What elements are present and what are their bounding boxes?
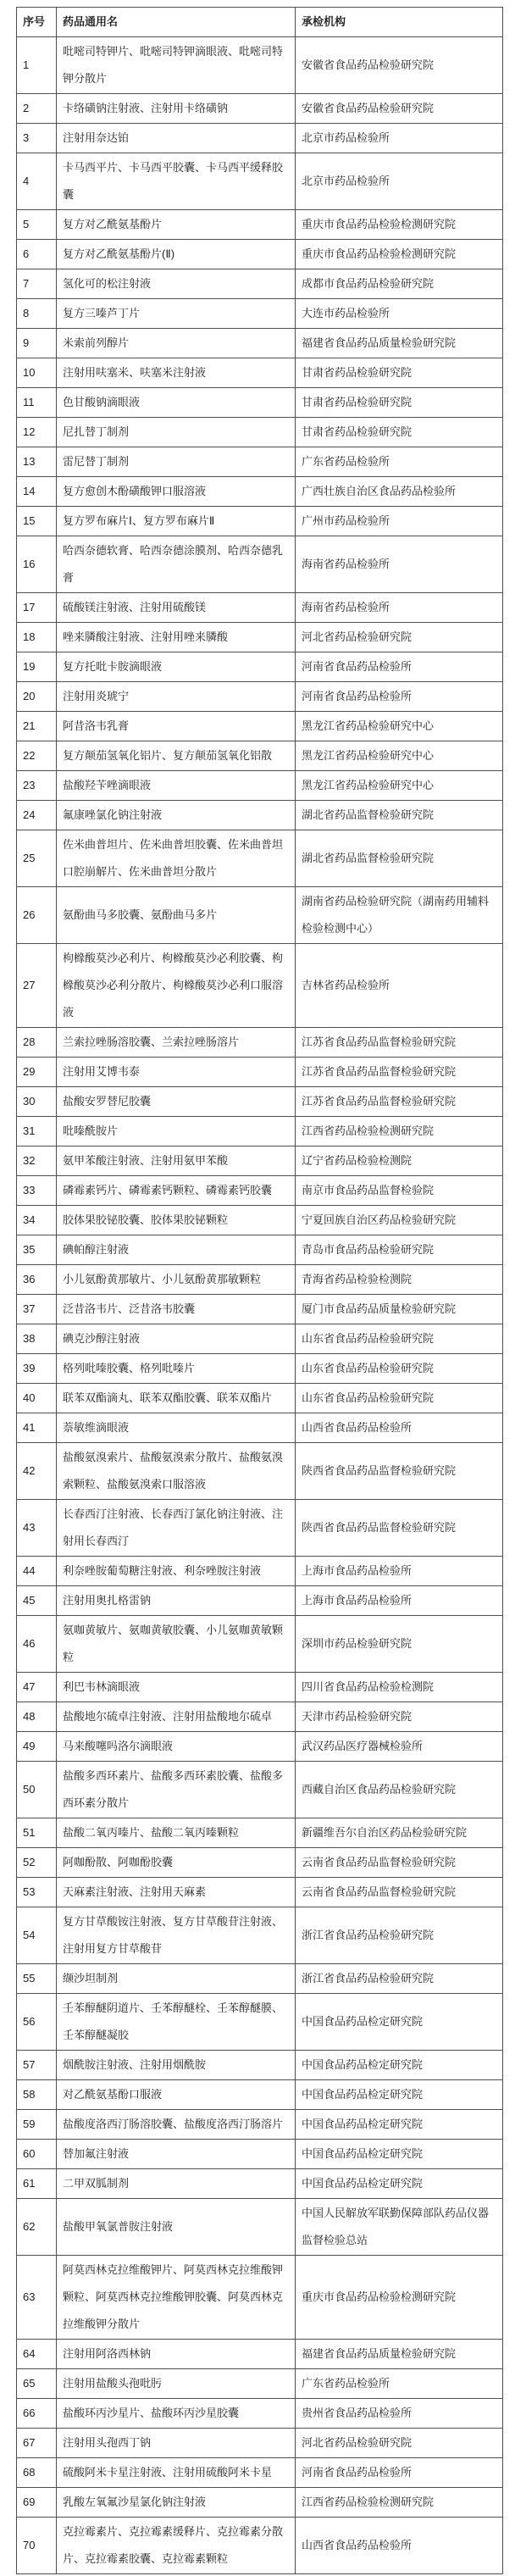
row-index-cell: 58 xyxy=(17,2080,57,2110)
institution-cell: 中国食品药品检定研究院 xyxy=(296,1994,503,2051)
drug-name-cell: 注射用炎琥宁 xyxy=(57,682,296,712)
table-row xyxy=(17,2369,503,2399)
institution-cell: 武汉药品医疗器械检验所 xyxy=(296,1732,503,1762)
table-row xyxy=(17,2051,503,2080)
institution-cell: 黑龙江省药品检验研究中心 xyxy=(296,712,503,741)
drug-name-cell: 泛昔洛韦片、泛昔洛韦胶囊 xyxy=(57,1295,296,1324)
institution-cell: 黑龙江省药品检验研究中心 xyxy=(296,741,503,771)
drug-name-cell: 卡马西平片、卡马西平胶囊、卡马西平缓释胶囊 xyxy=(57,153,296,210)
institution-cell: 甘肃省药品检验研究院 xyxy=(296,358,503,388)
drug-name-cell: 复方对乙酰氨基酚片(Ⅱ) xyxy=(57,240,296,269)
table-row xyxy=(17,210,503,240)
institution-cell: 甘肃省药品检验研究院 xyxy=(296,388,503,418)
drug-name-cell: 复方甘草酸铵注射液、复方甘草酸苷注射液、注射用复方甘草酸苷 xyxy=(57,1907,296,1964)
institution-cell: 云南省食品药品监督检验研究院 xyxy=(296,1848,503,1878)
institution-cell: 中国食品药品检定研究院 xyxy=(296,2169,503,2199)
institution-cell: 贵州省食品药品检验所 xyxy=(296,2399,503,2429)
institution-cell: 江西省药品检验检测研究院 xyxy=(296,1117,503,1146)
institution-cell: 上海市食品药品检验所 xyxy=(296,1557,503,1586)
row-index-cell: 13 xyxy=(17,447,57,477)
row-index-cell: 25 xyxy=(17,830,57,887)
table-row xyxy=(17,1500,503,1557)
institution-cell: 西藏自治区食品药品检验研究院 xyxy=(296,1762,503,1818)
institution-cell: 上海市食品药品检验所 xyxy=(296,1586,503,1616)
drug-name-cell: 哈西奈德软膏、哈西奈德涂膜剂、哈西奈德乳膏 xyxy=(57,536,296,593)
table-row xyxy=(17,2399,503,2429)
institution-cell: 中国食品药品检定研究院 xyxy=(296,2051,503,2080)
row-index-cell: 12 xyxy=(17,418,57,447)
drug-name-cell: 萘敏维滴眼液 xyxy=(57,1413,296,1443)
row-index-cell: 8 xyxy=(17,299,57,329)
row-index-cell: 42 xyxy=(17,1443,57,1500)
row-index-cell: 65 xyxy=(17,2369,57,2399)
drug-name-cell: 盐酸环丙沙星片、盐酸环丙沙星胶囊 xyxy=(57,2399,296,2429)
drug-name-cell: 复方三嗪芦丁片 xyxy=(57,299,296,329)
row-index-cell: 5 xyxy=(17,210,57,240)
row-index-cell: 47 xyxy=(17,1673,57,1702)
institution-cell: 广东省药品检验所 xyxy=(296,447,503,477)
institution-cell: 河北省药品检验研究院 xyxy=(296,623,503,652)
institution-cell: 青岛市食品药品检验研究院 xyxy=(296,1235,503,1265)
drug-name-cell: 小儿氨酚黄那敏片、小儿氨酚黄那敏颗粒 xyxy=(57,1265,296,1295)
row-index-cell: 35 xyxy=(17,1235,57,1265)
table-row xyxy=(17,536,503,593)
table-row xyxy=(17,2140,503,2169)
drug-name-cell: 卡络磺钠注射液、注射用卡络磺钠 xyxy=(57,94,296,124)
row-index-cell: 21 xyxy=(17,712,57,741)
table-row xyxy=(17,1586,503,1616)
drug-name-cell: 盐酸二氧丙嗪片、盐酸二氧丙嗪颗粒 xyxy=(57,1818,296,1848)
drug-name-cell: 壬苯醇醚阴道片、壬苯醇醚栓、壬苯醇醚膜、壬苯醇醚凝胶 xyxy=(57,1994,296,2051)
table-row xyxy=(17,801,503,830)
table-row xyxy=(17,329,503,358)
drug-name-cell: 佐米曲普坦片、佐米曲普坦胶囊、佐米曲普坦口腔崩解片、佐米曲普坦分散片 xyxy=(57,830,296,887)
table-row xyxy=(17,418,503,447)
row-index-cell: 39 xyxy=(17,1354,57,1384)
row-index-cell: 1 xyxy=(17,37,57,94)
table-row xyxy=(17,2256,503,2340)
row-index-cell: 31 xyxy=(17,1117,57,1146)
row-index-cell: 49 xyxy=(17,1732,57,1762)
table-row xyxy=(17,1354,503,1384)
institution-cell: 中国食品药品检定研究院 xyxy=(296,2110,503,2140)
drug-name-cell: 复方颠茄氢氧化铝片、复方颠茄氢氧化铝散 xyxy=(57,741,296,771)
drug-name-cell: 兰索拉唑肠溶胶囊、兰索拉唑肠溶片 xyxy=(57,1028,296,1058)
row-index-cell: 38 xyxy=(17,1324,57,1354)
col-header-index: 序号 xyxy=(17,8,57,37)
row-index-cell: 10 xyxy=(17,358,57,388)
row-index-cell: 29 xyxy=(17,1058,57,1087)
drug-name-cell: 盐酸地尔硫卓注射液、注射用盐酸地尔硫卓 xyxy=(57,1702,296,1732)
table-row xyxy=(17,1295,503,1324)
institution-cell: 吉林省药品检验所 xyxy=(296,944,503,1028)
drug-name-cell: 注射用艾博韦泰 xyxy=(57,1058,296,1087)
drug-name-cell: 硫酸阿米卡星注射液、注射用硫酸阿米卡星 xyxy=(57,2458,296,2488)
table-row xyxy=(17,1176,503,1206)
table-row xyxy=(17,1206,503,1235)
drug-name-cell: 氢化可的松注射液 xyxy=(57,269,296,299)
drug-name-cell: 阿昔洛韦乳膏 xyxy=(57,712,296,741)
table-row xyxy=(17,507,503,536)
institution-cell: 中国人民解放军联勤保障部队药品仪器监督检验总站 xyxy=(296,2199,503,2256)
row-index-cell: 54 xyxy=(17,1907,57,1964)
table-row xyxy=(17,2080,503,2110)
drug-name-cell: 氟康唑氯化钠注射液 xyxy=(57,801,296,830)
institution-cell: 黑龙江省药品检验研究中心 xyxy=(296,771,503,801)
drug-name-cell: 吡嘧司特钾片、吡嘧司特钾滴眼液、吡嘧司特钾分散片 xyxy=(57,37,296,94)
institution-cell: 安徽省食品药品检验研究院 xyxy=(296,94,503,124)
drug-name-cell: 注射用奥扎格雷钠 xyxy=(57,1586,296,1616)
institution-cell: 中国食品药品检定研究院 xyxy=(296,2140,503,2169)
table-row xyxy=(17,2518,503,2574)
row-index-cell: 14 xyxy=(17,477,57,507)
table-row xyxy=(17,1146,503,1176)
row-index-cell: 64 xyxy=(17,2340,57,2369)
institution-cell: 成都市食品药品检验研究院 xyxy=(296,269,503,299)
drug-name-cell: 复方罗布麻片Ⅰ、复方罗布麻片Ⅱ xyxy=(57,507,296,536)
institution-cell: 浙江省食品药品检验研究院 xyxy=(296,1964,503,1994)
institution-cell: 福建省食品药品质量检验研究院 xyxy=(296,329,503,358)
table-row xyxy=(17,2199,503,2256)
row-index-cell: 18 xyxy=(17,623,57,652)
drug-name-cell: 盐酸度洛西汀肠溶胶囊、盐酸度洛西汀肠溶片 xyxy=(57,2110,296,2140)
row-index-cell: 19 xyxy=(17,652,57,682)
institution-cell: 山东省食品药品检验研究院 xyxy=(296,1384,503,1413)
drug-name-cell: 注射用呋塞米、呋塞米注射液 xyxy=(57,358,296,388)
row-index-cell: 63 xyxy=(17,2256,57,2340)
institution-cell: 广东省药品检验所 xyxy=(296,2369,503,2399)
drug-name-cell: 乳酸左氧氟沙星氯化钠注射液 xyxy=(57,2488,296,2518)
institution-cell: 辽宁省药品检验检测院 xyxy=(296,1146,503,1176)
institution-cell: 福建省食品药品质量检验研究院 xyxy=(296,2340,503,2369)
drug-name-cell: 对乙酰氨基酚口服液 xyxy=(57,2080,296,2110)
drug-name-cell: 复方对乙酰氨基酚片 xyxy=(57,210,296,240)
drug-name-cell: 注射用盐酸头孢吡肟 xyxy=(57,2369,296,2399)
drug-name-cell: 利巴韦林滴眼液 xyxy=(57,1673,296,1702)
row-index-cell: 23 xyxy=(17,771,57,801)
drug-name-cell: 盐酸氨溴索片、盐酸氨溴索分散片、盐酸氨溴索颗粒、盐酸氨溴索口服溶液 xyxy=(57,1443,296,1500)
row-index-cell: 4 xyxy=(17,153,57,210)
institution-cell: 甘肃省药品检验研究院 xyxy=(296,418,503,447)
drug-name-cell: 注射用奈达铂 xyxy=(57,124,296,153)
drug-name-cell: 米索前列醇片 xyxy=(57,329,296,358)
drug-name-cell: 雷尼替丁制剂 xyxy=(57,447,296,477)
row-index-cell: 34 xyxy=(17,1206,57,1235)
drug-name-cell: 磷霉素钙片、磷霉素钙颗粒、磷霉素钙胶囊 xyxy=(57,1176,296,1206)
table-row xyxy=(17,269,503,299)
institution-cell: 深圳市药品检验研究院 xyxy=(296,1616,503,1673)
table-row xyxy=(17,1413,503,1443)
table-row xyxy=(17,240,503,269)
table-row xyxy=(17,2169,503,2199)
drug-name-cell: 格列吡嗪胶囊、格列吡嗪片 xyxy=(57,1354,296,1384)
table-row xyxy=(17,944,503,1028)
drug-name-cell: 盐酸多西环素片、盐酸多西环素胶囊、盐酸多西环素分散片 xyxy=(57,1762,296,1818)
row-index-cell: 40 xyxy=(17,1384,57,1413)
table-row xyxy=(17,2340,503,2369)
institution-cell: 厦门市食品药品质量检验研究院 xyxy=(296,1295,503,1324)
table-row xyxy=(17,1964,503,1994)
institution-cell: 北京市药品检验所 xyxy=(296,124,503,153)
institution-cell: 天津市药品检验研究院 xyxy=(296,1702,503,1732)
row-index-cell: 70 xyxy=(17,2518,57,2574)
drug-name-cell: 盐酸甲氧氯普胺注射液 xyxy=(57,2199,296,2256)
row-index-cell: 32 xyxy=(17,1146,57,1176)
row-index-cell: 2 xyxy=(17,94,57,124)
table-row xyxy=(17,1907,503,1964)
row-index-cell: 52 xyxy=(17,1848,57,1878)
row-index-cell: 11 xyxy=(17,388,57,418)
institution-cell: 河南省食品药品检验所 xyxy=(296,682,503,712)
table-row xyxy=(17,623,503,652)
drug-name-cell: 碘克沙醇注射液 xyxy=(57,1324,296,1354)
institution-cell: 北京市药品检验所 xyxy=(296,153,503,210)
table-row xyxy=(17,388,503,418)
table-row xyxy=(17,1702,503,1732)
row-index-cell: 51 xyxy=(17,1818,57,1848)
table-row xyxy=(17,1117,503,1146)
row-index-cell: 17 xyxy=(17,593,57,623)
row-index-cell: 9 xyxy=(17,329,57,358)
row-index-cell: 15 xyxy=(17,507,57,536)
row-index-cell: 61 xyxy=(17,2169,57,2199)
table-row xyxy=(17,358,503,388)
table-row xyxy=(17,2110,503,2140)
drug-name-cell: 克拉霉素片、克拉霉素缓释片、克拉霉素分散片、克拉霉素胶囊、克拉霉素颗粒 xyxy=(57,2518,296,2574)
drug-name-cell: 氨甲苯酸注射液、注射用氨甲苯酸 xyxy=(57,1146,296,1176)
institution-cell: 河北省药品检验研究院 xyxy=(296,2429,503,2458)
table-row xyxy=(17,741,503,771)
row-index-cell: 69 xyxy=(17,2488,57,2518)
drug-name-cell: 马来酸噻吗洛尔滴眼液 xyxy=(57,1732,296,1762)
row-index-cell: 67 xyxy=(17,2429,57,2458)
row-index-cell: 55 xyxy=(17,1964,57,1994)
institution-cell: 陕西省食品药品监督检验研究院 xyxy=(296,1500,503,1557)
row-index-cell: 50 xyxy=(17,1762,57,1818)
institution-cell: 江苏省食品药品监督检验研究院 xyxy=(296,1028,503,1058)
drug-name-cell: 盐酸羟苄唑滴眼液 xyxy=(57,771,296,801)
drug-name-cell: 二甲双胍制剂 xyxy=(57,2169,296,2199)
institution-cell: 安徽省食品药品检验研究院 xyxy=(296,37,503,94)
table-row xyxy=(17,1762,503,1818)
institution-cell: 海南省药品检验所 xyxy=(296,593,503,623)
institution-cell: 广州市药品检验所 xyxy=(296,507,503,536)
drug-name-cell: 胶体果胶铋胶囊、胶体果胶铋颗粒 xyxy=(57,1206,296,1235)
institution-cell: 湖北省药品监督检验研究院 xyxy=(296,830,503,887)
drug-name-cell: 长春西汀注射液、长春西汀氯化钠注射液、注射用长春西汀 xyxy=(57,1500,296,1557)
institution-cell: 河南省食品药品检验所 xyxy=(296,652,503,682)
table-row xyxy=(17,1557,503,1586)
drug-name-cell: 缬沙坦制剂 xyxy=(57,1964,296,1994)
table-row xyxy=(17,830,503,887)
drug-name-cell: 阿莫西林克拉维酸钾片、阿莫西林克拉维酸钾颗粒、阿莫西林克拉维酸钾胶囊、阿莫西林克拉维酸钾分散片 xyxy=(57,2256,296,2340)
table-row xyxy=(17,682,503,712)
table-row xyxy=(17,1384,503,1413)
table-row xyxy=(17,1616,503,1673)
table-row xyxy=(17,2458,503,2488)
table-row xyxy=(17,1265,503,1295)
table-row xyxy=(17,1058,503,1087)
drug-name-cell: 替加氟注射液 xyxy=(57,2140,296,2169)
table-row xyxy=(17,771,503,801)
table-row xyxy=(17,1994,503,2051)
table-row xyxy=(17,1235,503,1265)
row-index-cell: 30 xyxy=(17,1087,57,1117)
drug-name-cell: 尼扎替丁制剂 xyxy=(57,418,296,447)
row-index-cell: 36 xyxy=(17,1265,57,1295)
drug-name-cell: 吡嗪酰胺片 xyxy=(57,1117,296,1146)
institution-cell: 江西省药品检验检测研究院 xyxy=(296,2488,503,2518)
row-index-cell: 43 xyxy=(17,1500,57,1557)
institution-cell: 陕西省食品药品监督检验研究院 xyxy=(296,1443,503,1500)
row-index-cell: 7 xyxy=(17,269,57,299)
row-index-cell: 56 xyxy=(17,1994,57,2051)
institution-cell: 广西壮族自治区食品药品检验所 xyxy=(296,477,503,507)
drug-name-cell: 天麻素注射液、注射用天麻素 xyxy=(57,1878,296,1907)
institution-cell: 山西省食品药品检验所 xyxy=(296,2518,503,2574)
institution-cell: 宁夏回族自治区药品检验研究院 xyxy=(296,1206,503,1235)
drug-name-cell: 氨咖黄敏片、氨咖黄敏胶囊、小儿氨咖黄敏颗粒 xyxy=(57,1616,296,1673)
drug-name-cell: 色甘酸钠滴眼液 xyxy=(57,388,296,418)
drug-name-cell: 联苯双酯滴丸、联苯双酯胶囊、联苯双酯片 xyxy=(57,1384,296,1413)
row-index-cell: 45 xyxy=(17,1586,57,1616)
drug-name-cell: 烟酰胺注射液、注射用烟酰胺 xyxy=(57,2051,296,2080)
table-row xyxy=(17,447,503,477)
drug-name-cell: 注射用阿洛西林钠 xyxy=(57,2340,296,2369)
table-row xyxy=(17,712,503,741)
institution-cell: 四川省食品药品检验检测院 xyxy=(296,1673,503,1702)
row-index-cell: 33 xyxy=(17,1176,57,1206)
row-index-cell: 3 xyxy=(17,124,57,153)
institution-cell: 山西省食品药品检验所 xyxy=(296,1413,503,1443)
institution-cell: 浙江省食品药品检验研究院 xyxy=(296,1907,503,1964)
drug-inspection-table xyxy=(16,7,503,2574)
table-row xyxy=(17,1324,503,1354)
table-row xyxy=(17,1087,503,1117)
row-index-cell: 46 xyxy=(17,1616,57,1673)
institution-cell: 海南省药品检验所 xyxy=(296,536,503,593)
drug-name-cell: 注射用头孢西丁钠 xyxy=(57,2429,296,2458)
table-row xyxy=(17,887,503,944)
table-row xyxy=(17,1848,503,1878)
institution-cell: 湖北省药品监督检验研究院 xyxy=(296,801,503,830)
institution-cell: 大连市药品检验所 xyxy=(296,299,503,329)
institution-cell: 河南省食品药品检验所 xyxy=(296,2458,503,2488)
institution-cell: 新疆维吾尔自治区药品检验研究院 xyxy=(296,1818,503,1848)
row-index-cell: 26 xyxy=(17,887,57,944)
row-index-cell: 16 xyxy=(17,536,57,593)
institution-cell: 中国食品药品检定研究院 xyxy=(296,2080,503,2110)
table-row xyxy=(17,1028,503,1058)
institution-cell: 南京市食品药品监督检验院 xyxy=(296,1176,503,1206)
row-index-cell: 57 xyxy=(17,2051,57,2080)
table-row xyxy=(17,1878,503,1907)
row-index-cell: 53 xyxy=(17,1878,57,1907)
table-row xyxy=(17,1732,503,1762)
drug-name-cell: 复方愈创木酚磺酸钾口服溶液 xyxy=(57,477,296,507)
institution-cell: 青海省药品检验检测院 xyxy=(296,1265,503,1295)
institution-cell: 山东省食品药品检验研究院 xyxy=(296,1324,503,1354)
institution-cell: 江苏省食品药品监督检验研究院 xyxy=(296,1058,503,1087)
row-index-cell: 44 xyxy=(17,1557,57,1586)
table-row xyxy=(17,37,503,94)
row-index-cell: 28 xyxy=(17,1028,57,1058)
row-index-cell: 22 xyxy=(17,741,57,771)
col-header-drug-name: 药品通用名 xyxy=(57,8,296,37)
drug-name-cell: 盐酸安罗替尼胶囊 xyxy=(57,1087,296,1117)
drug-name-cell: 碘帕醇注射液 xyxy=(57,1235,296,1265)
drug-name-cell: 复方托吡卡胺滴眼液 xyxy=(57,652,296,682)
drug-name-cell: 唑来膦酸注射液、注射用唑来膦酸 xyxy=(57,623,296,652)
institution-cell: 云南省食品药品监督检验研究院 xyxy=(296,1878,503,1907)
row-index-cell: 60 xyxy=(17,2140,57,2169)
drug-name-cell: 硫酸镁注射液、注射用硫酸镁 xyxy=(57,593,296,623)
institution-cell: 重庆市食品药品检验检测研究院 xyxy=(296,240,503,269)
row-index-cell: 20 xyxy=(17,682,57,712)
row-index-cell: 41 xyxy=(17,1413,57,1443)
table-row xyxy=(17,1673,503,1702)
drug-name-cell: 阿咖酚散、阿咖酚胶囊 xyxy=(57,1848,296,1878)
institution-cell: 重庆市食品药品检验检测研究院 xyxy=(296,210,503,240)
row-index-cell: 27 xyxy=(17,944,57,1028)
row-index-cell: 62 xyxy=(17,2199,57,2256)
table-row xyxy=(17,652,503,682)
institution-cell: 湖南省药品检验研究院（湖南药用辅料检验检测中心） xyxy=(296,887,503,944)
header-row xyxy=(17,8,503,37)
table-row xyxy=(17,153,503,210)
drug-name-cell: 枸橼酸莫沙必利片、枸橼酸莫沙必利胶囊、枸橼酸莫沙必利分散片、枸橼酸莫沙必利口服溶液 xyxy=(57,944,296,1028)
table-row xyxy=(17,299,503,329)
institution-cell: 江苏省食品药品监督检验研究院 xyxy=(296,1087,503,1117)
table-row xyxy=(17,124,503,153)
row-index-cell: 59 xyxy=(17,2110,57,2140)
institution-cell: 山东省食品药品检验研究院 xyxy=(296,1354,503,1384)
row-index-cell: 24 xyxy=(17,801,57,830)
table-row xyxy=(17,1443,503,1500)
drug-name-cell: 利奈唑胺葡萄糖注射液、利奈唑胺注射液 xyxy=(57,1557,296,1586)
col-header-institution: 承检机构 xyxy=(296,8,503,37)
row-index-cell: 6 xyxy=(17,240,57,269)
drug-name-cell: 氨酚曲马多胶囊、氨酚曲马多片 xyxy=(57,887,296,944)
institution-cell: 重庆市食品药品检验检测研究院 xyxy=(296,2256,503,2340)
row-index-cell: 37 xyxy=(17,1295,57,1324)
table-row xyxy=(17,477,503,507)
row-index-cell: 66 xyxy=(17,2399,57,2429)
table-row xyxy=(17,2488,503,2518)
table-body xyxy=(17,37,503,2574)
table-row xyxy=(17,593,503,623)
table-row xyxy=(17,2429,503,2458)
table-row xyxy=(17,1818,503,1848)
row-index-cell: 48 xyxy=(17,1702,57,1732)
row-index-cell: 68 xyxy=(17,2458,57,2488)
table-row xyxy=(17,94,503,124)
